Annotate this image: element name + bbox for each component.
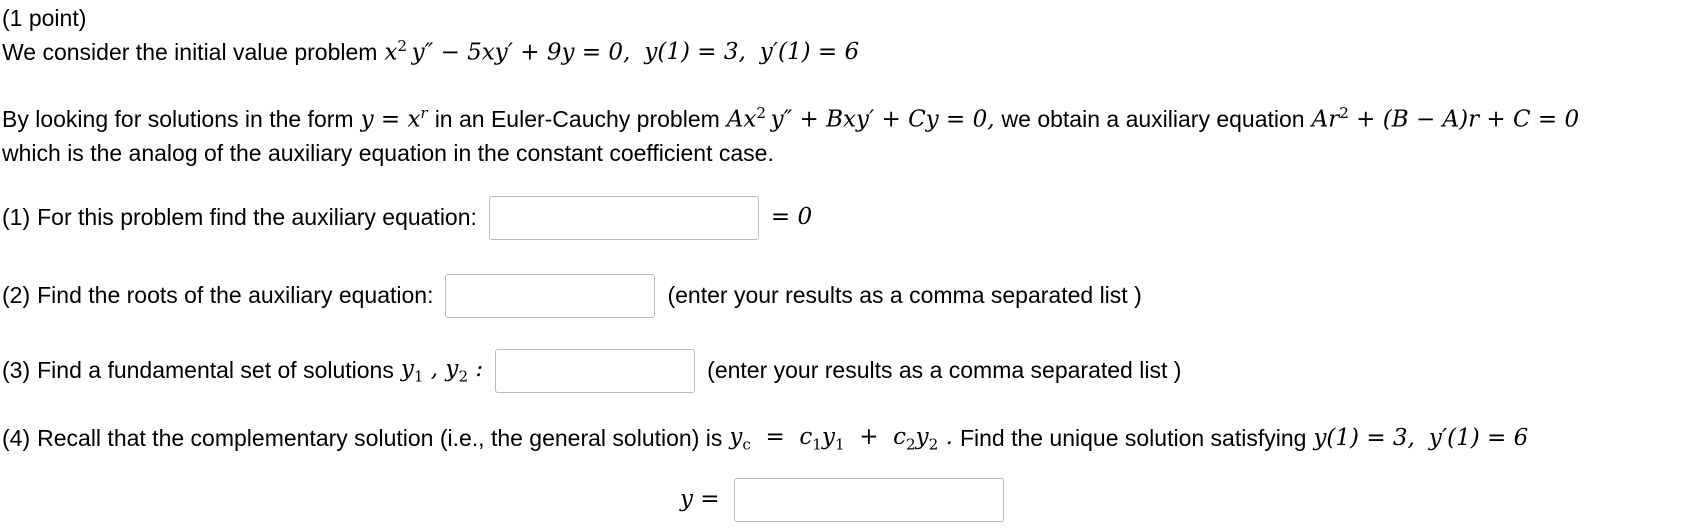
question-4-answer xyxy=(680,478,1004,522)
euler-part3: we obtain a auxiliary equation xyxy=(1001,105,1305,132)
euler-analog: which is the analog of the auxiliary equation in the constant coefficient case. xyxy=(2,140,774,166)
question-1 xyxy=(2,196,812,240)
euler-statement xyxy=(2,104,1579,135)
question-4-condition-2: y′(1) = 6 xyxy=(1428,425,1529,452)
question-2-prompt: Find the roots of the auxiliary equation: xyxy=(37,282,434,309)
question-1-suffix: = 0 xyxy=(770,204,813,231)
euler-part2: in an Euler-Cauchy problem xyxy=(434,105,720,132)
euler-aux: $Ar^2 + (B - A)r + C = 0$ xyxy=(1311,104,1580,133)
question-3-prompt: Find a fundamental set of solutions xyxy=(37,357,394,384)
intro-ic2: y′(1) = 6 xyxy=(759,38,860,65)
question-3 xyxy=(2,349,1181,393)
question-3-prompt-math: $y_1$ , $y_2$ : xyxy=(400,355,484,386)
intro-statement xyxy=(2,37,859,68)
question-4-prompt: Recall that the complementary solution (i.e., the general solution) is xyxy=(37,425,723,452)
question-4-condition-1: y(1) = 3, xyxy=(1313,425,1415,452)
intro-lead: We consider the initial value problem xyxy=(2,38,378,65)
question-3-hint: (enter your results as a comma separated list ) xyxy=(707,357,1182,384)
intro-equation: $x^2$ y″ − 5xy′ + 9y = 0, xyxy=(384,37,631,66)
roots-input[interactable] xyxy=(445,274,655,318)
question-4-number: (4) xyxy=(2,425,31,452)
intro-ic1: y(1) = 3, xyxy=(644,38,746,65)
question-4-prompt-math: $y_c = c_1y_1 + c_2y_2$ . xyxy=(729,424,953,454)
euler-problem: Ax$^2$ y″ + Bxy′ + Cy = 0, xyxy=(726,104,995,133)
question-3-number: (3) xyxy=(2,357,31,384)
answer-label: y = xyxy=(680,486,720,513)
question-2-hint: (enter your results as a comma separated list ) xyxy=(667,282,1142,309)
question-4 xyxy=(2,423,1528,455)
unique-solution-input[interactable] xyxy=(734,478,1004,522)
question-2 xyxy=(2,274,1142,318)
euler-form: $y = x^r$ xyxy=(360,104,428,133)
question-1-number: (1) xyxy=(2,204,31,231)
euler-part1: By looking for solutions in the form xyxy=(2,105,354,132)
auxiliary-equation-input[interactable] xyxy=(489,196,759,240)
fundamental-set-input[interactable] xyxy=(495,349,695,393)
question-2-number: (2) xyxy=(2,282,31,309)
question-4-prompt-tail: Find the unique solution satisfying xyxy=(959,425,1307,452)
question-1-prompt: For this problem find the auxiliary equation: xyxy=(37,204,477,231)
points-label: (1 point) xyxy=(2,5,87,31)
